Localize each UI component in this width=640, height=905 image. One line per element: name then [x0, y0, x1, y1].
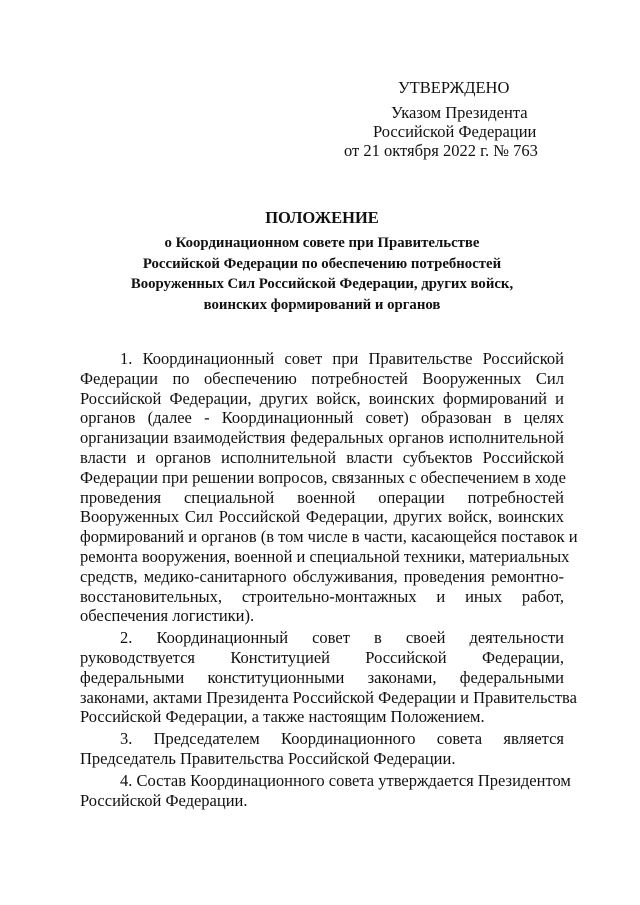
text-line: власти и органов исполнительной власти субъектов Российской [80, 447, 564, 467]
text-line: Председатель Правительства Российской Федерации. [80, 748, 456, 768]
text-line: законами, актами Президента Российской Федерации и Правительства [80, 687, 577, 707]
text-line: формирований и органов (в том числе в части, касающейся поставок и [80, 527, 578, 547]
document-body [80, 349, 578, 812]
document-title: ПОЛОЖЕНИЕ [265, 208, 379, 227]
text-line: обеспечения логистики). [80, 606, 255, 626]
document-subtitle-line: Вооруженных Сил Российской Федерации, других войск, [130, 276, 514, 292]
text-line: 2. Координационный совет в своей деятельности [120, 628, 564, 648]
text-line: Российской Федерации. [80, 790, 248, 810]
text-line: 3. Председателем Координационного совета является [120, 729, 564, 749]
document-subtitle-line: о Координационном совете при Правительстве [164, 235, 480, 251]
text-line: Вооруженных Сил Российской Федерации, других войск, воинских [80, 507, 564, 527]
text-line: восстановительных, строительно-монтажных и иных работ, [80, 586, 564, 606]
approval-stamp [0, 0, 640, 180]
paragraph-3 [80, 729, 564, 769]
text-line: Федерации при решении вопросов, связанных с обеспечением в ходе [80, 467, 566, 487]
text-line: проведения специальной военной операции потребностей [80, 487, 564, 507]
text-line: 4. Состав Координационного совета утверждается Президентом [120, 770, 571, 790]
text-line: Российской Федерации, других войск, воинских формирований и [80, 388, 564, 408]
text-line: органов (далее - Координационный совет) образован в целях [80, 408, 564, 428]
document-subtitle-line: Российской Федерации по обеспечению потребностей [142, 255, 502, 272]
text-line: руководствуется Конституцией Российской Федерации, [80, 647, 564, 667]
document-subtitle-line: воинских формирований и органов [203, 296, 441, 313]
text-line: федеральными конституционными законами, федеральными [80, 667, 564, 687]
approved-country: Российской Федерации [373, 122, 537, 141]
text-line: организации взаимодействия федеральных органов исполнительной [80, 428, 564, 448]
text-line: ремонта вооружения, военной и специальной техники, материальных [80, 546, 570, 566]
approved-by: Указом Президента [391, 103, 528, 122]
text-line: Федерации по обеспечению потребностей Вооруженных Сил [80, 368, 564, 388]
text-line: средств, медико-санитарного обслуживания, проведения ремонтно- [80, 566, 564, 586]
approved-label: УТВЕРЖДЕНО [398, 78, 510, 97]
text-line: Российской Федерации, а также настоящим Положением. [80, 707, 485, 727]
decree-date-number: от 21 октября 2022 г. № 763 [344, 141, 538, 160]
paragraph-2 [80, 628, 577, 727]
document-title-block [80, 208, 564, 315]
paragraph-1 [80, 349, 578, 626]
text-line: 1. Координационный совет при Правительстве Российской [120, 349, 564, 368]
paragraph-4 [80, 770, 571, 811]
